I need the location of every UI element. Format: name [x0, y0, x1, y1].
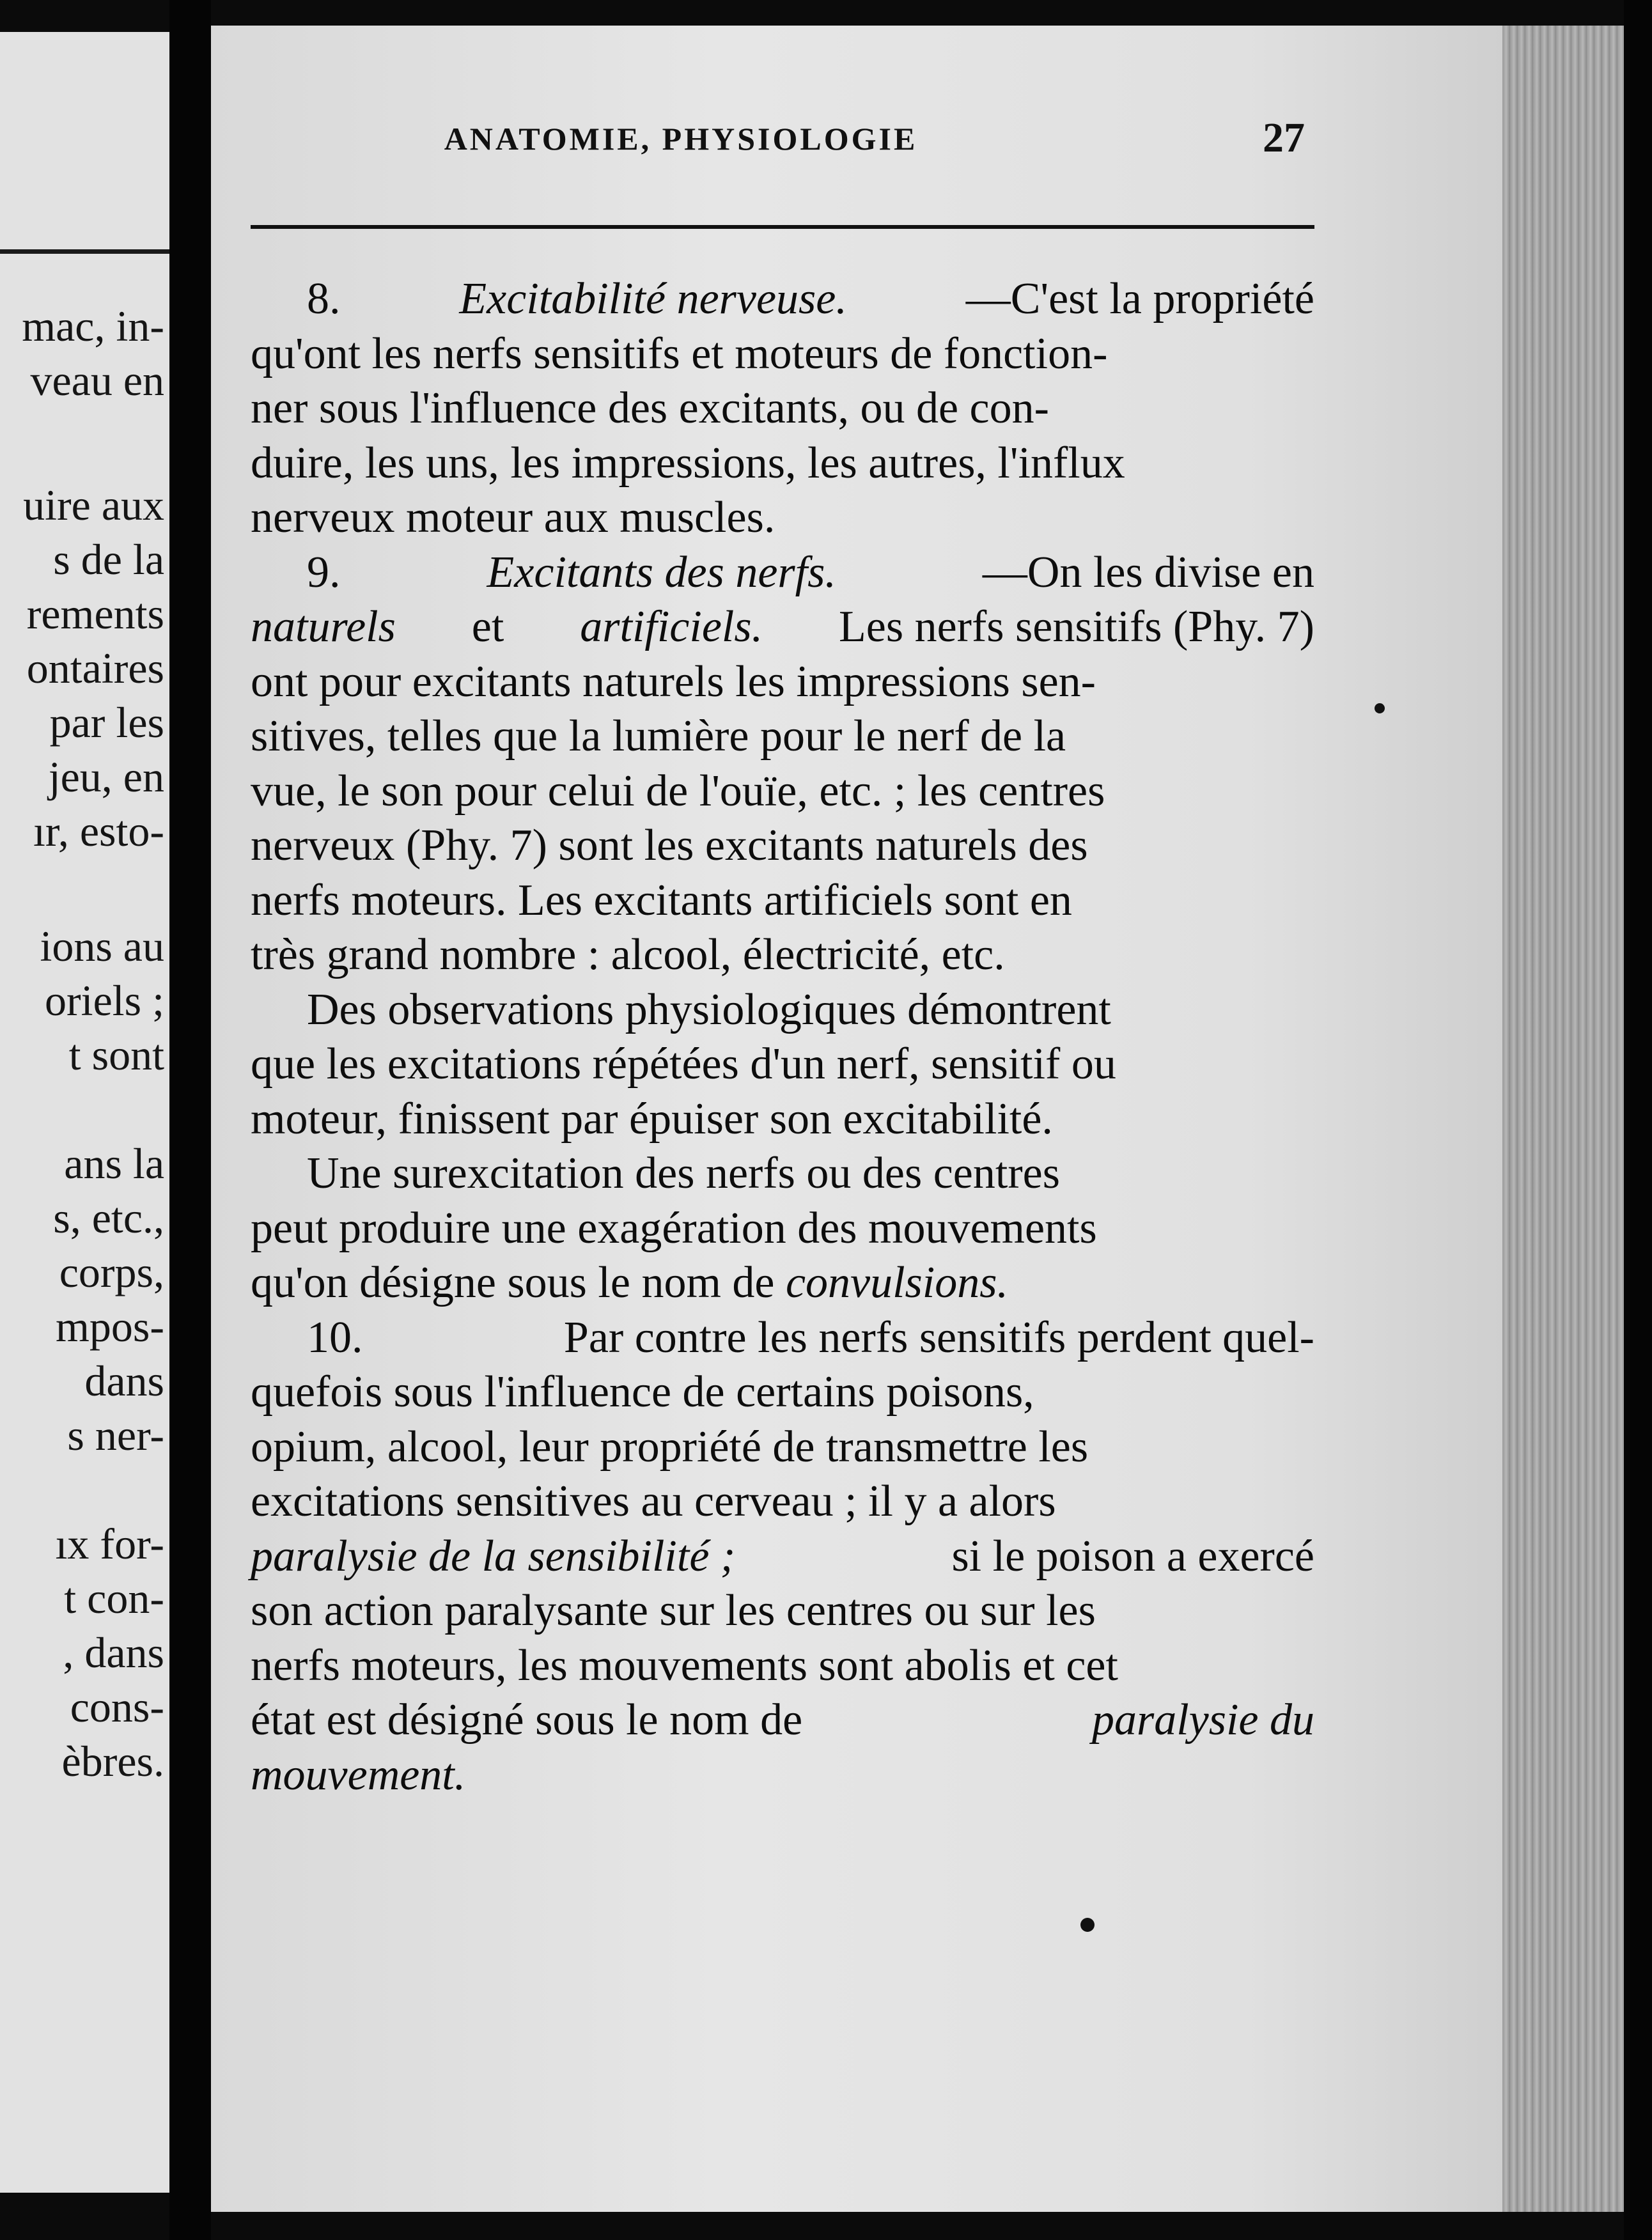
section-number: 9. [307, 547, 341, 597]
scan-border [1624, 0, 1652, 2240]
text-line [251, 272, 1314, 327]
left-page-line: veau en [30, 356, 164, 405]
left-page-line: dans [84, 1357, 164, 1405]
italic-term: mouvement. [251, 1750, 466, 1800]
left-page-line: ır, esto- [33, 807, 164, 855]
text-span: —On les divise en [982, 547, 1314, 597]
text-line [251, 1311, 1314, 1365]
section-title: Excitabilité nerveuse. [459, 274, 847, 323]
text-line [251, 545, 1314, 600]
left-page-line: s de la [53, 535, 164, 584]
text-line: très grand nombre : alcool, électricité, etc. [251, 930, 1005, 979]
text-span: —C'est la propriété [965, 274, 1314, 323]
text-span: et [471, 602, 504, 651]
text-line: son action paralysante sur les centres ou sur les [251, 1586, 1096, 1635]
left-page-line: jeu, en [48, 752, 164, 801]
text-line: nerfs moteurs. Les excitants artificiels sont en [251, 875, 1072, 925]
text-span: Les nerfs sensitifs (Phy. 7) [839, 602, 1314, 651]
page-number: 27 [1263, 114, 1305, 161]
text-line: excitations sensitives au cerveau ; il y a alors [251, 1477, 1056, 1526]
left-page-line: èbres. [61, 1737, 164, 1785]
text-line: duire, les uns, les impressions, les autres, l'influx [251, 438, 1125, 488]
italic-term: artificiels. [580, 602, 763, 651]
scan-speck [1375, 703, 1385, 713]
left-page-line: ıx for- [55, 1520, 164, 1568]
left-facing-page [0, 32, 169, 2193]
left-page-line: corps, [59, 1248, 164, 1296]
running-head: ANATOMIE, PHYSIOLOGIE [444, 121, 918, 157]
left-page-line: s, etc., [53, 1194, 164, 1242]
text-span: qu'on désigne sous le nom de [251, 1258, 775, 1307]
text-line: qu'ont les nerfs sensitifs et moteurs de fonction- [251, 329, 1108, 378]
left-page-line: ans la [64, 1139, 164, 1188]
text-span: si le poison a exercé [951, 1531, 1314, 1581]
left-page-line: uire aux [23, 481, 164, 529]
left-page-line: t sont [68, 1031, 164, 1079]
text-line [251, 1748, 1314, 1803]
text-span: état est désigné sous le nom de [251, 1695, 803, 1745]
left-page-line: mac, in- [22, 302, 164, 350]
page-edges [1502, 26, 1630, 2212]
left-page-line: ions au [40, 922, 164, 970]
text-line: ont pour excitants naturels les impressions sen- [251, 657, 1096, 706]
left-page-line: oriels ; [45, 976, 164, 1025]
header-rule [251, 225, 1314, 229]
text-line: vue, le son pour celui de l'ouïe, etc. ; les centres [251, 766, 1105, 816]
text-line: sitives, telles que la lumière pour le nerf de la [251, 712, 1066, 761]
left-page-line: par les [49, 698, 164, 747]
left-page-line: , dans [63, 1628, 164, 1677]
text-line: moteur, finissent par épuiser son excitabilité. [251, 1094, 1053, 1144]
italic-term: naturels [251, 602, 396, 651]
left-page-line: cons- [70, 1683, 164, 1731]
text-line: Une surexcitation des nerfs ou des centres [307, 1149, 1060, 1198]
text-line: nerveux moteur aux muscles. [251, 493, 775, 542]
italic-term: convulsions. [785, 1258, 1008, 1307]
text-line: ner sous l'influence des excitants, ou de con- [251, 384, 1049, 433]
section-number: 10. [307, 1312, 363, 1362]
body-text [251, 272, 1314, 1802]
left-page-line: t con- [64, 1574, 164, 1622]
text-line [251, 1693, 1314, 1748]
section-title: Excitants des nerfs. [487, 547, 836, 597]
italic-term: paralysie du [1091, 1695, 1314, 1745]
italic-term: paralysie de la sensibilité ; [251, 1531, 736, 1581]
book-gutter [169, 0, 211, 2240]
text-line: nerveux (Phy. 7) sont les excitants naturels des [251, 821, 1088, 870]
text-line [251, 600, 1314, 655]
left-page-rule [0, 249, 169, 254]
text-line: que les excitations répétées d'un nerf, sensitif ou [251, 1039, 1116, 1089]
scan-speck [1080, 1918, 1095, 1932]
section-number: 8. [307, 274, 341, 323]
text-line [251, 1529, 1314, 1584]
text-line: nerfs moteurs, les mouvements sont abolis et cet [251, 1640, 1118, 1690]
left-page-line: rements [26, 589, 164, 638]
text-line [251, 1256, 1314, 1311]
left-page-line: mpos- [56, 1302, 164, 1351]
text-line: peut produire une exagération des mouvements [251, 1203, 1097, 1253]
left-page-line: ontaires [26, 644, 164, 692]
text-span: Par contre les nerfs sensitifs perdent quel- [563, 1312, 1314, 1362]
text-line: quefois sous l'influence de certains poisons, [251, 1367, 1034, 1417]
text-line: opium, alcool, leur propriété de transmettre les [251, 1422, 1089, 1472]
text-line: Des observations physiologiques démontrent [307, 984, 1111, 1034]
left-page-line: s ner- [67, 1411, 164, 1459]
